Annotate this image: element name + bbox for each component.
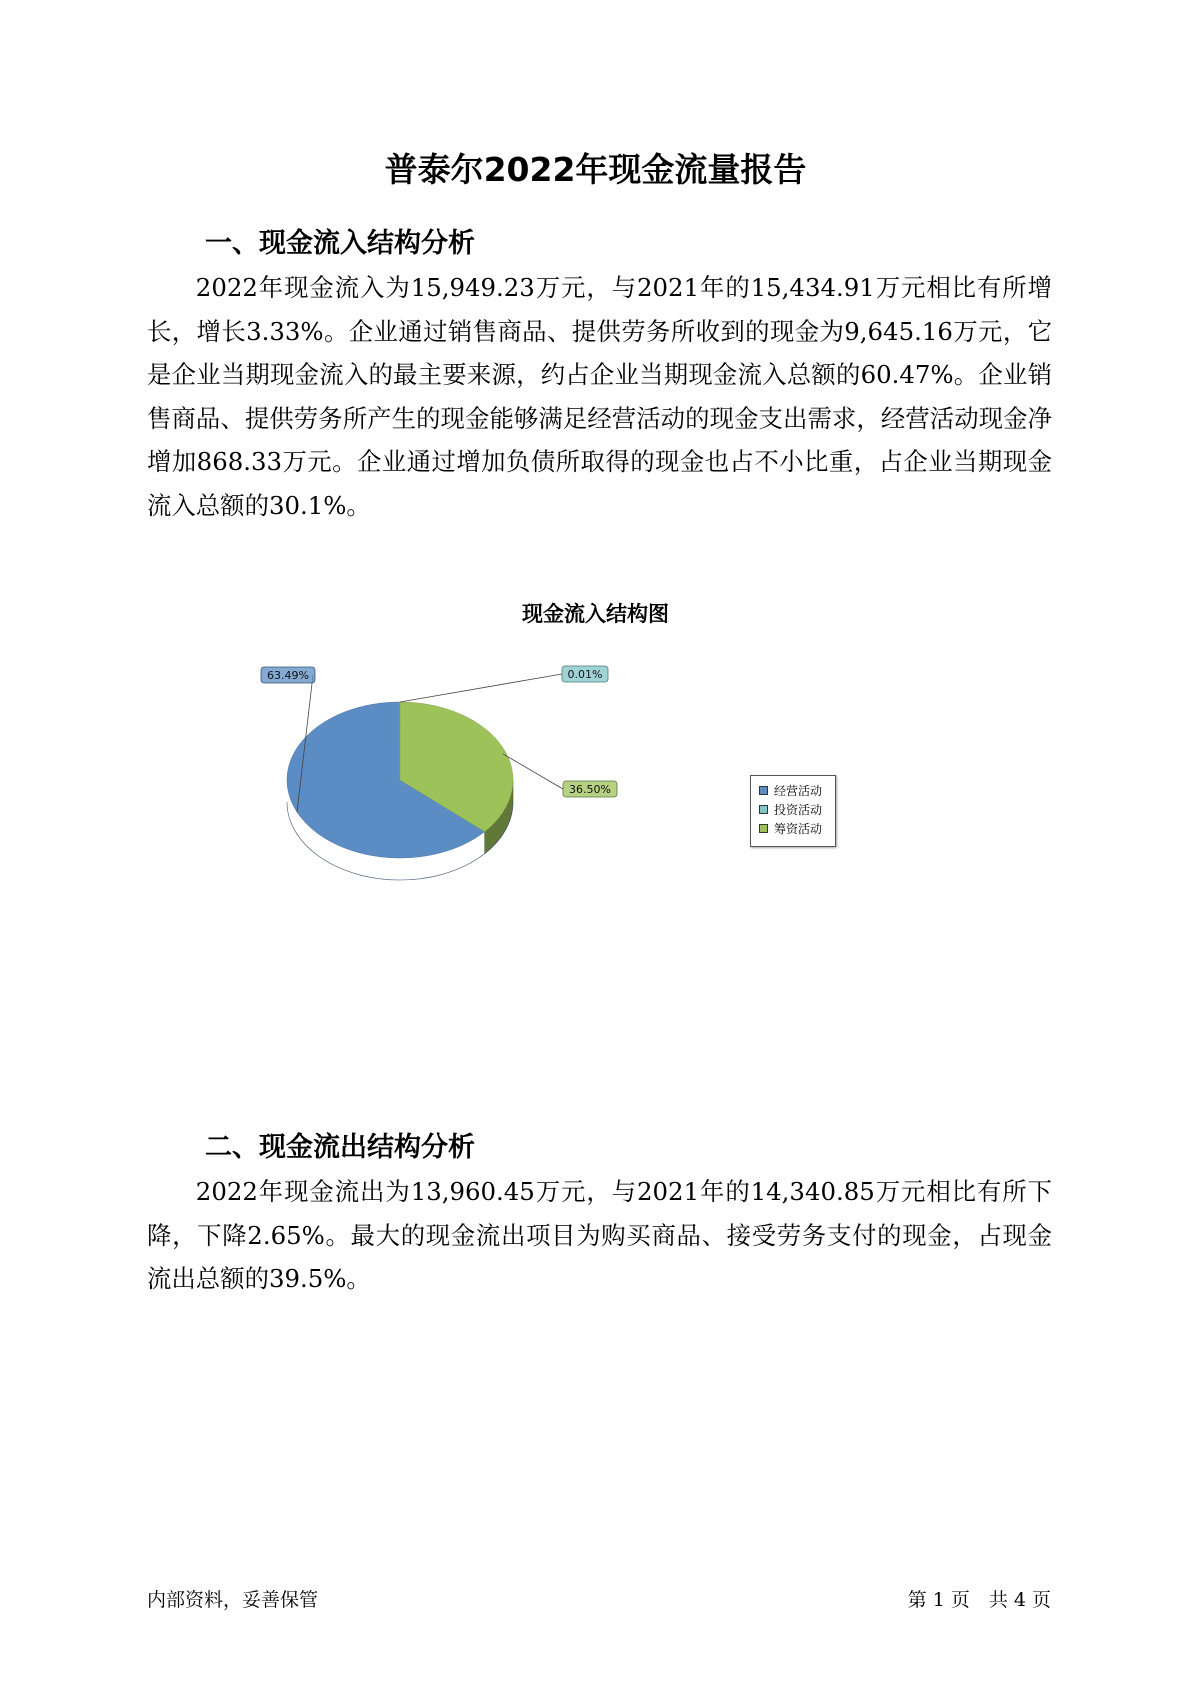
footer-page-number: 第 1 页 共 4 页 bbox=[907, 1589, 1051, 1611]
section-heading-inflow: 一、现金流入结构分析 bbox=[205, 228, 475, 259]
legend-swatch-financing bbox=[759, 824, 768, 833]
pie-chart bbox=[230, 660, 660, 910]
leader-line-investing bbox=[400, 674, 562, 702]
legend-swatch-operating bbox=[759, 786, 768, 795]
section-heading-outflow: 二、现金流出结构分析 bbox=[205, 1132, 475, 1163]
legend-item-operating bbox=[759, 781, 835, 800]
document-title: 普泰尔2022年现金流量报告 bbox=[384, 150, 807, 189]
legend-swatch-investing bbox=[759, 805, 768, 814]
legend-label-financing: 筹资活动 bbox=[774, 822, 823, 836]
chart-legend bbox=[750, 775, 836, 847]
footer-confidential-note: 内部资料，妥善保管 bbox=[147, 1589, 319, 1611]
legend-item-financing bbox=[759, 819, 835, 838]
legend-label-investing: 投资活动 bbox=[774, 803, 823, 817]
data-label-operating: 63.49% bbox=[267, 669, 309, 682]
legend-label-operating: 经营活动 bbox=[774, 784, 823, 798]
chart-title: 现金流入结构图 bbox=[522, 602, 669, 626]
section-paragraph-inflow: 2022年现金流入为15,949.23万元，与2021年的15,434.91万元相比有所增长，增长3.33%。企业通过销售商品、提供劳务所收到的现金为9,645.16万元，它是企业当期现金流入的最主要来源，约占企业当期现金流入总额的60.47%。企业销售商品、提供劳务所产生的现金能够满足经营活动的现金支出需求，经营活动现金净增加868.33万元。企业通过增加负债所取得的现金也占不小比重，占企业当期现金流入总额的30.1%。 bbox=[147, 273, 1052, 520]
data-label-financing: 36.50% bbox=[569, 783, 611, 796]
data-label-investing: 0.01% bbox=[567, 668, 603, 681]
legend-item-investing bbox=[759, 800, 835, 819]
section-paragraph-outflow: 2022年现金流出为13,960.45万元，与2021年的14,340.85万元相比有所下降，下降2.65%。最大的现金流出项目为购买商品、接受劳务支付的现金，占现金流出总额的39.5%。 bbox=[147, 1177, 1052, 1294]
